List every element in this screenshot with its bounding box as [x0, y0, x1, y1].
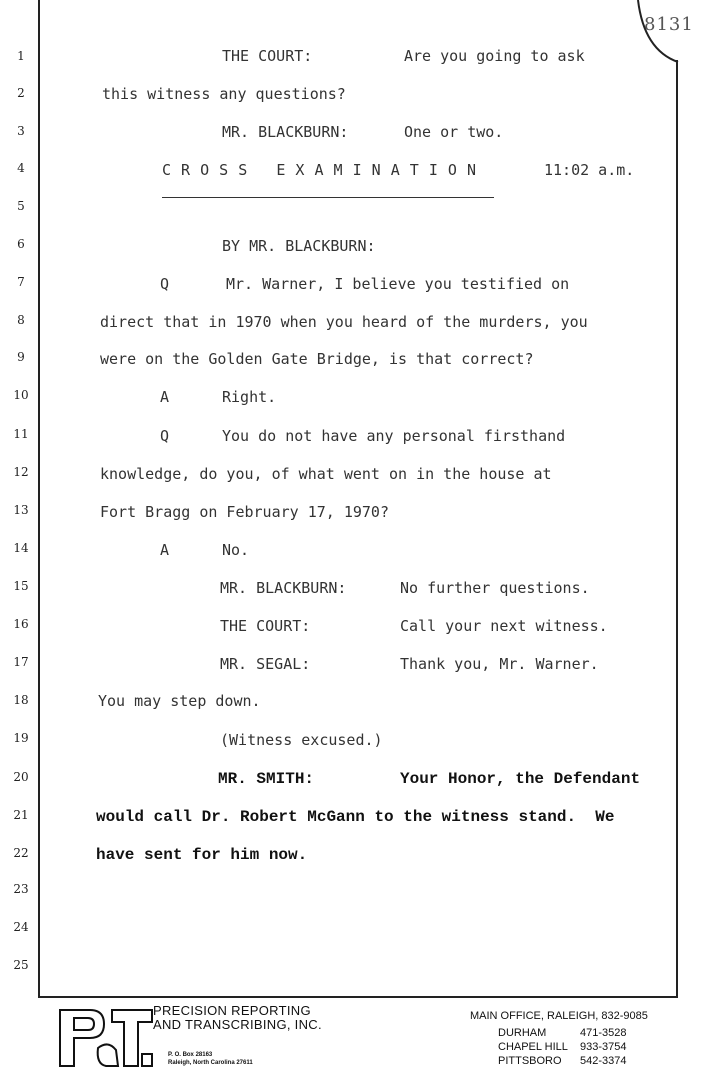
- line-number: 3: [17, 124, 25, 138]
- company-logo-icon: [56, 1004, 156, 1070]
- line-number: 16: [13, 617, 29, 631]
- line-number: 20: [13, 770, 29, 784]
- transcript-text: One or two.: [404, 123, 504, 141]
- line-number: 5: [17, 199, 25, 213]
- line-number: 4: [17, 161, 25, 175]
- transcript-text: No further questions.: [400, 579, 590, 597]
- line-number: 12: [13, 465, 29, 479]
- office-phone: 542-3374: [580, 1055, 627, 1067]
- logo-text: P&T: [56, 1004, 58, 1005]
- examiner-label: BY MR. BLACKBURN:: [222, 237, 376, 255]
- timestamp: 11:02 a.m.: [544, 161, 635, 179]
- question-marker: Q: [160, 275, 170, 293]
- transcript-text: Right.: [222, 388, 277, 406]
- line-number: 22: [13, 846, 29, 860]
- speaker-label: MR. SMITH:: [218, 770, 315, 788]
- transcript-text: No.: [222, 541, 250, 559]
- section-heading: C R O S S E X A M I N A T I O N: [162, 161, 477, 179]
- transcript-text: direct that in 1970 when you heard of the murders, you: [100, 313, 588, 331]
- firm-city: Raleigh, North Carolina 27611: [168, 1060, 253, 1066]
- office-city: PITTSBORO: [498, 1055, 562, 1067]
- bottom-margin-rule: [38, 996, 678, 998]
- heading-underline: [162, 197, 494, 198]
- line-number: 11: [13, 427, 29, 441]
- transcript-text: You do not have any personal firsthand: [222, 427, 566, 445]
- transcript-text: would call Dr. Robert McGann to the witness stand. We: [96, 808, 615, 826]
- office-phone: 471-3528: [580, 1027, 627, 1039]
- firm-name: PRECISION REPORTING: [153, 1003, 311, 1018]
- transcript-text: You may step down.: [98, 692, 261, 710]
- line-number: 21: [13, 808, 29, 822]
- transcript-text: Thank you, Mr. Warner.: [400, 655, 599, 673]
- line-number: 1: [17, 49, 25, 63]
- line-number: 15: [13, 579, 29, 593]
- speaker-label: THE COURT:: [220, 617, 311, 635]
- line-number: 7: [17, 275, 25, 289]
- office-phone: 933-3754: [580, 1041, 627, 1053]
- right-margin-rule: [676, 60, 678, 998]
- transcript-text: Fort Bragg on February 17, 1970?: [100, 503, 389, 521]
- transcript-text: this witness any questions?: [102, 85, 346, 103]
- speaker-label: MR. SEGAL:: [220, 655, 311, 673]
- transcript-text: have sent for him now.: [96, 846, 308, 864]
- question-marker: Q: [160, 427, 170, 445]
- answer-marker: A: [160, 388, 170, 406]
- left-margin-rule: [38, 0, 40, 997]
- line-number: 19: [13, 731, 29, 745]
- transcript-text: knowledge, do you, of what went on in the house at: [100, 465, 552, 483]
- line-number: 17: [13, 655, 29, 669]
- speaker-label: THE COURT:: [222, 47, 313, 65]
- page-number: 8131: [644, 14, 694, 35]
- line-number: 24: [13, 920, 29, 934]
- office-city: DURHAM: [498, 1027, 547, 1039]
- line-number: 6: [17, 237, 25, 251]
- transcript-text: were on the Golden Gate Bridge, is that correct?: [100, 350, 534, 368]
- line-number: 10: [13, 388, 29, 402]
- line-number: 2: [17, 86, 25, 100]
- speaker-label: MR. BLACKBURN:: [220, 579, 347, 597]
- answer-marker: A: [160, 541, 170, 559]
- line-number: 13: [13, 503, 29, 517]
- transcript-text: Call your next witness.: [400, 617, 608, 635]
- firm-po-box: P. O. Box 28163: [168, 1052, 213, 1058]
- line-number: 8: [17, 313, 25, 327]
- line-number: 18: [13, 693, 29, 707]
- transcript-text: Your Honor, the Defendant: [400, 770, 641, 788]
- transcript-text: Mr. Warner, I believe you testified on: [226, 275, 570, 293]
- speaker-label: MR. BLACKBURN:: [222, 123, 349, 141]
- parenthetical: (Witness excused.): [220, 731, 383, 749]
- line-number: 23: [13, 882, 29, 896]
- line-number: 9: [17, 350, 25, 364]
- line-number: 25: [13, 958, 29, 972]
- transcript-text: Are you going to ask: [404, 47, 585, 65]
- line-number: 14: [13, 541, 29, 555]
- main-office: MAIN OFFICE, RALEIGH, 832-9085: [470, 1010, 648, 1022]
- office-city: CHAPEL HILL: [498, 1041, 568, 1053]
- firm-name: AND TRANSCRIBING, INC.: [153, 1017, 322, 1032]
